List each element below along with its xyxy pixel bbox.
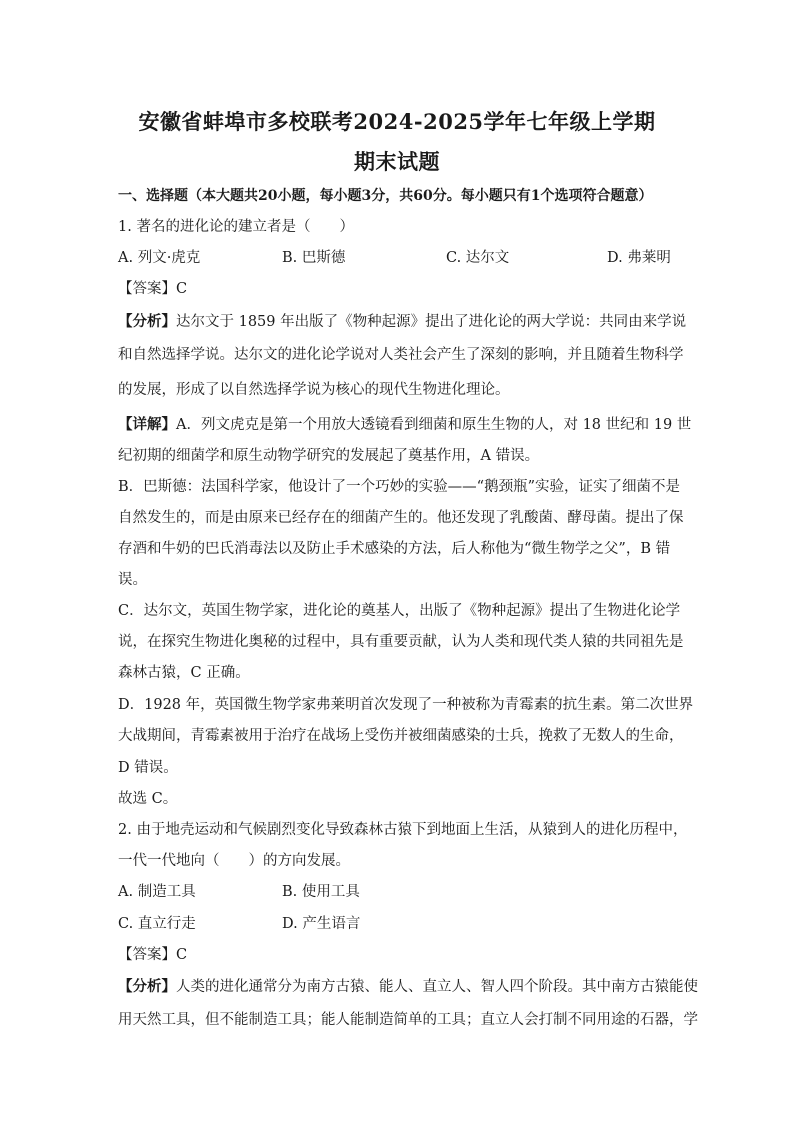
- q1-detail-line: C．达尔文，英国生物学家，进化论的奠基人，出版了《物种起源》提出了生物进化论学: [118, 603, 681, 619]
- analysis-tag: 【分析】: [118, 313, 176, 330]
- q1-detail-line: 纪初期的细菌学和原生动物学研究的发展起了奠基作用，A 错误。: [118, 448, 540, 464]
- page-title: 安徽省蚌埠市多校联考2024-2025学年七年级上学期: [138, 109, 656, 134]
- detail-text: A．列文虎克是第一个用放大透镜看到细菌和原生生物的人，对 18 世纪和 19 世: [176, 417, 692, 433]
- q1-detail-line: 自然发生的，而是由原来已经存在的细菌产生的。他还发现了乳酸菌、酵母菌。提出了保: [118, 510, 684, 526]
- q1-conclusion: 故选 C。: [118, 791, 178, 807]
- q1-option-a: A. 列文·虎克: [118, 250, 201, 266]
- q1-detail-line: 存酒和牛奶的巴氏消毒法以及防止手术感染的方法，后人称他为“微生物学之父”，B 错: [118, 541, 671, 557]
- q1-answer: 【答案】C: [118, 281, 188, 297]
- q2-stem: 2. 由于地壳运动和气候剧烈变化导致森林古猿下到地面上生活，从猿到人的进化历程中，: [118, 822, 688, 838]
- q1-option-b: B. 巴斯德: [282, 250, 346, 266]
- q2-answer: 【答案】C: [118, 947, 188, 963]
- q1-stem: 1. 著名的进化论的建立者是（ ）: [118, 219, 354, 235]
- q2-stem: 一代一代地向（ ）的方向发展。: [118, 853, 350, 869]
- q1-analysis-line: 的发展，形成了以自然选择学说为核心的现代生物进化理论。: [118, 382, 510, 398]
- q1-detail-line: [118, 415, 692, 435]
- q1-detail-line: 误。: [118, 572, 147, 588]
- q1-detail-line: D．1928 年，英国微生物学家弗莱明首次发现了一种被称为青霉素的抗生素。第二次世界: [118, 697, 694, 713]
- q1-detail-line: 说，在探究生物进化奥秘的过程中，具有重要贡献，认为人类和现代类人猿的共同祖先是: [118, 634, 684, 650]
- q2-option-c: C. 直立行走: [118, 916, 196, 932]
- q1-detail-line: 大战期间，青霉素被用于治疗在战场上受伤并被细菌感染的士兵，挽救了无数人的生命，: [118, 728, 684, 744]
- q2-analysis-line: [118, 977, 698, 997]
- detail-tag: 【详解】: [118, 416, 176, 433]
- q1-analysis-line: 和自然选择学说。达尔文的进化论学说对人类社会产生了深刻的影响，并且随着生物科学: [118, 347, 684, 363]
- section-header: 一、选择题（本大题共20小题，每小题3分，共60分。每小题只有1个选项符合题意）: [118, 188, 653, 204]
- q1-option-d: D. 弗莱明: [607, 250, 671, 266]
- q1-detail-line: 森林古猿，C 正确。: [118, 665, 250, 681]
- analysis-tag: 【分析】: [118, 978, 176, 995]
- analysis-text: 达尔文于 1859 年出版了《物种起源》提出了进化论的两大学说：共同由来学说: [176, 314, 687, 330]
- analysis-text: 人类的进化通常分为南方古猿、能人、直立人、智人四个阶段。其中南方古猿能使: [176, 979, 698, 995]
- q2-option-a: A. 制造工具: [118, 884, 196, 900]
- q1-detail-line: D 错误。: [118, 760, 178, 776]
- q2-analysis-line: 用天然工具，但不能制造工具；能人能制造简单的工具；直立人会打制不同用途的石器，学: [118, 1012, 698, 1028]
- q2-option-b: B. 使用工具: [282, 884, 360, 900]
- q1-option-c: C. 达尔文: [446, 250, 510, 266]
- q1-detail-line: B．巴斯德：法国科学家，他设计了一个巧妙的实验——“鹅颈瓶”实验，证实了细菌不是: [118, 479, 680, 495]
- q1-analysis-line: [118, 312, 687, 332]
- q2-option-d: D. 产生语言: [282, 916, 361, 932]
- page-subtitle: 期末试题: [354, 149, 440, 174]
